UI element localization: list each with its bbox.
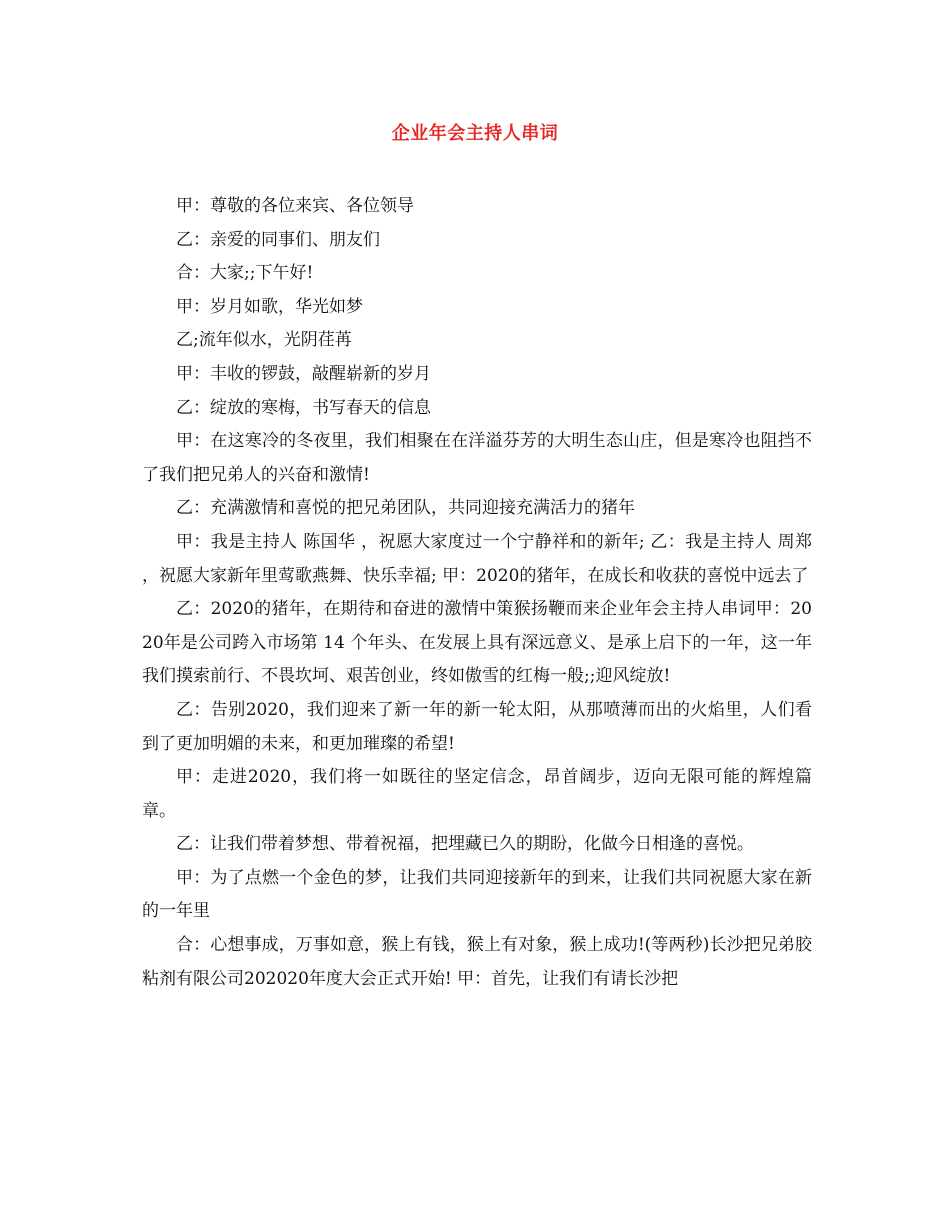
paragraph: 乙：让我们带着梦想、带着祝福，把埋藏已久的期盼，化做今日相逢的喜悦。 (176, 834, 754, 855)
paragraph: 乙：绽放的寒梅，书写春天的信息 (176, 397, 431, 418)
paragraph: 甲：走进2020，我们将一如既往的坚定信念，昂首阔步，迈向无限可能的辉煌篇章。 (142, 767, 812, 821)
paragraph: 乙;流年似水，光阴荏苒 (176, 330, 352, 351)
paragraph: 甲：尊敬的各位来宾、各位领导 (176, 196, 414, 216)
paragraph: 乙：告别2020，我们迎来了新一年的新一轮太阳，从那喷薄而出的火焰里，人们看到了更加明媚的未来，和更加璀璨的希望! (142, 699, 812, 754)
paragraph: 甲：在这寒冷的冬夜里，我们相聚在在洋溢芬芳的大明生态山庄，但是寒冷也阻挡不了我们把兄弟人的兴奋和激情! (142, 431, 812, 485)
paragraph: 乙：充满激情和喜悦的把兄弟团队，共同迎接充满活力的猪年 (176, 498, 635, 519)
paragraph: 合：大家;;下午好! (176, 263, 314, 284)
paragraph: 甲：为了点燃一个金色的梦，让我们共同迎接新年的到来，让我们共同祝愿大家在新的一年里 (142, 867, 812, 922)
paragraph: 甲：岁月如歌，华光如梦 (176, 296, 363, 317)
paragraph: 乙：2020的猪年，在期待和奋进的激情中策猴扬鞭而来企业年会主持人串词甲：2020年是公司跨入市场第 14 个年头、在发展上具有深远意义、是承上启下的一年，这一年我们摸索前行、不畏坎坷、艰苦创业，终如傲雪的红梅一般;;迎风绽放! (142, 599, 812, 687)
paragraph: 合：心想事成，万事如意，猴上有钱，猴上有对象，猴上成功!(等两秒)长沙把兄弟胶粘剂有限公司202020年度大会正式开始! 甲：首先，让我们有请长沙把 (142, 935, 812, 989)
paragraph: 甲：丰收的锣鼓，敲醒崭新的岁月 (176, 363, 431, 384)
paragraph: 甲：我是主持人 陈国华 ，祝愿大家度过一个宁静祥和的新年; 乙：我是主持人 周郑 ，祝愿大家新年里莺歌燕舞、快乐幸福; 甲：2020的猪年，在成长和收获的喜悦中远去了 (142, 531, 812, 586)
paragraph: 乙：亲爱的同事们、朋友们 (176, 229, 380, 250)
document-title: 企业年会主持人串词 (391, 123, 559, 144)
document-body (142, 190, 812, 996)
